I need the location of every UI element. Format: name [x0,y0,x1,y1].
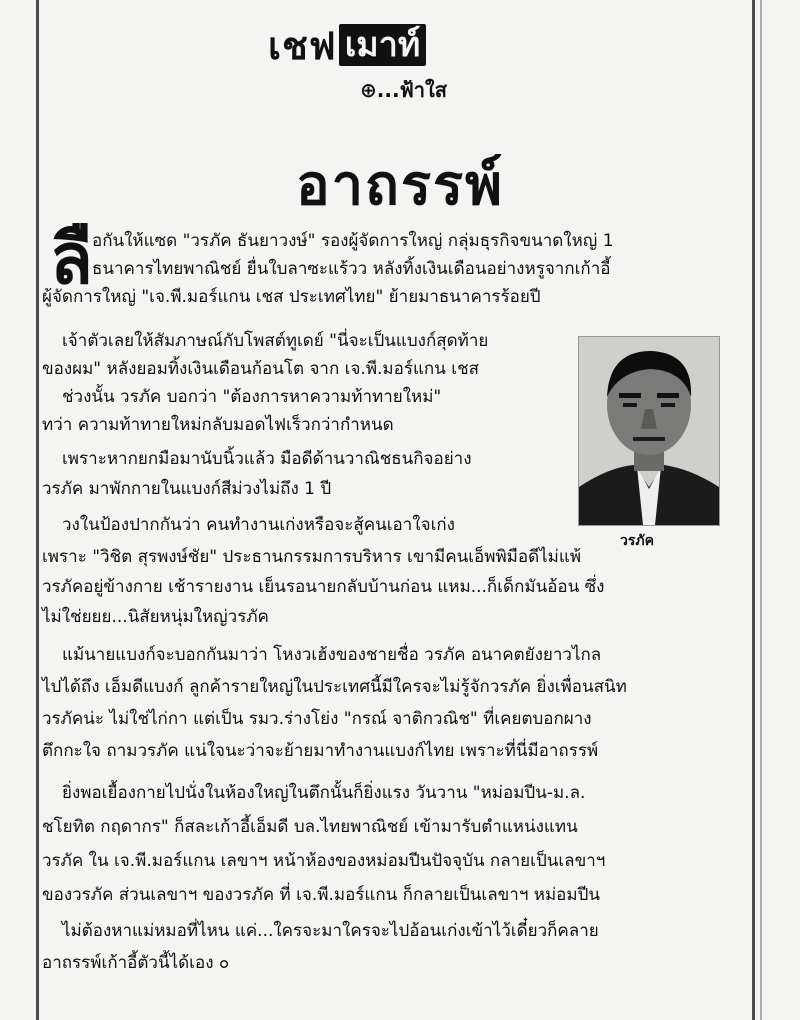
article-line: ของวรภัค ส่วนเลขาฯ ของวรภัค ที่ เจ.พี.มอร์แกน ก็กลายเป็นเลขาฯ หม่อมปีน [42,885,601,905]
article-line: ไม่ต้องหาแม่หมอที่ไหน แค่...ใครจะมาใครจะไปอ้อนเก่งเข้าไว้เดี๋ยวก็คลาย [62,921,599,941]
article-line: วรภัคอยู่ข้างกาย เช้ารายงาน เย็นรอนายกลับบ้านก่อน แหม...ก็เด็กมันอ้อน ซึ่ง [42,577,605,597]
photo-caption: วรภัค [620,533,654,549]
article-line: วรภัคน่ะ ไม่ใช่ไก่กา แต่เป็น รมว.ร่างโย่ง "กรณ์ จาติกวณิช" ที่เคยตบอกผาง [42,709,592,729]
article-line: เพราะ "วิชิต สุรพงษ์ชัย" ประธานกรรมการบริหาร เขามีคนเอ็พพิมือดีไม่แพ้ [42,547,582,567]
article-line: เพราะหากยกมือมานับนิ้วแล้ว มือดีด้านวาณิชธนกิจอย่าง [62,449,472,469]
article-line: ของผม" หลังยอมทิ้งเงินเดือนก้อนโต จาก เจ.พี.มอร์แกน เชส [42,359,479,379]
headline: อาถรรพ์ [295,152,505,218]
article-line: วรภัค ใน เจ.พี.มอร์แกน เลขาฯ หน้าห้องของหม่อมปีนปัจจุบัน กลายเป็นเลขาฯ [42,851,606,871]
article-line: ช่วงนั้น วรภัค บอกว่า "ต้องการหาความท้าทายใหม่" [62,387,442,407]
byline-author: ฟ้าใส [399,78,447,102]
column-logo [268,22,426,68]
article-line: ทว่า ความท้าทายใหม่กลับมอดไฟเร็วกว่ากำหนด [42,415,394,435]
article-line: แม้นายแบงก์จะบอกกันมาว่า โหงวเฮ้งของชายชื่อ วรภัค อนาคตยังยาวไกล [62,645,602,665]
portrait-photo [578,336,720,526]
drop-cap: ลื [50,217,93,300]
article-line: วรภัค มาพักกายในแบงก์สีม่วงไม่ถึง 1 ปี [42,479,332,499]
byline [360,74,447,106]
article-line: ผู้จัดการใหญ่ "เจ.พี.มอร์แกน เชส ประเทศไทย" ย้ายมาธนาคารร้อยปี [42,287,541,307]
article-line: ธนาคารไทยพาณิชย์ ยื่นใบลาซะแร้วว หลังทิ้งเงินเดือนอย่างหรูจากเก้าอี้ [92,259,611,279]
article-line: วงในป้องปากกันว่า คนทำงานเก่งหรือจะสู้คนเอาใจเก่ง [62,515,455,535]
article-line: อาถรรพ์เก้าอี้ตัวนี้ได้เอง ๐ [42,953,230,973]
article-line: เจ้าตัวเลยให้สัมภาษณ์กับโพสต์ทูเดย์ "นี่จะเป็นแบงก์สุดท้าย [62,331,489,351]
article-line: ชโยทิต กฤดากร" ก็สละเก้าอี้เอ็มดี บล.ไทยพาณิชย์ เข้ามารับตำแหน่งแทน [42,817,578,837]
column-name-part1: เชฟ [268,23,337,68]
byline-mark-icon: ⊕... [360,78,400,102]
article-line: ยิ่งพอเยื้องกายไปนั่งในห้องใหญ่ในตึกนั้นก็ยิ่งแรง วันวาน "หม่อมปีน-ม.ล. [62,783,586,803]
article-line: ไปได้ถึง เอ็มดีแบงก์ ลูกค้ารายใหญ่ในประเทศนี้มีใครจะไม่รู้จักวรภัค ยิ่งเพื่อนสนิท [42,677,627,697]
portrait-image [579,337,719,525]
article-line: ตึกกะใจ ถามวรภัค แน่ใจนะว่าจะย้ายมาทำงานแบงก์ไทย เพราะที่นี่มีอาถรรพ์ [42,741,599,761]
article-line: ไม่ใช่ยยย...นิสัยหนุ่มใหญ่วรภัค [42,607,269,627]
article-line: อกันให้แซด "วรภัค ธันยาวงษ์" รองผู้จัดการใหญ่ กลุ่มธุรกิจขนาดใหญ่ 1 [92,231,614,251]
column-name-part2: เมาท์ [339,24,427,66]
